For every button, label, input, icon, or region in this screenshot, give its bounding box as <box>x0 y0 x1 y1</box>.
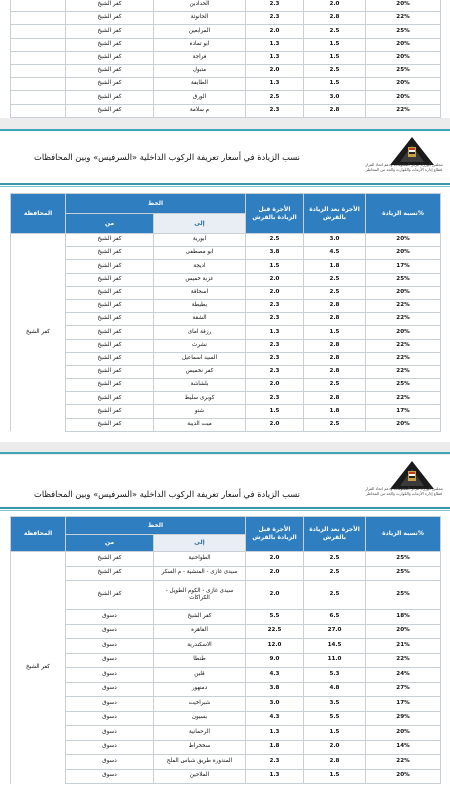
table-row <box>11 653 441 668</box>
header-gov: المحافظة <box>11 194 66 234</box>
fare-after-cell: 2.5 <box>304 418 366 431</box>
pct-cell: 20% <box>366 0 441 12</box>
fare-after-cell: 2.8 <box>304 352 366 365</box>
fare-before-cell: 2.0 <box>246 25 304 38</box>
header-to: إلى <box>154 214 246 234</box>
fare-before-cell: 1.3 <box>246 769 304 784</box>
pct-cell: 17% <box>366 405 441 418</box>
fare-before-cell: 2.3 <box>246 755 304 770</box>
pct-cell: 22% <box>366 104 441 117</box>
header-to: إلى <box>154 535 246 552</box>
origin-cell: كفر الشيخ <box>66 326 154 339</box>
pct-cell: 22% <box>366 339 441 352</box>
fare-before-cell: 3.8 <box>246 682 304 697</box>
fare-after-cell: 4.8 <box>304 682 366 697</box>
header-before: الأجرة قبل الزيادة بالقرش <box>246 517 304 552</box>
table-row <box>11 339 441 352</box>
fare-before-cell: 1.5 <box>246 405 304 418</box>
fare-after-cell: 2.5 <box>304 286 366 299</box>
destination-cell: الرحمانية <box>154 726 246 741</box>
fare-after-cell: 2.8 <box>304 104 366 117</box>
fare-after-cell: 2.0 <box>304 740 366 755</box>
header-line: الخط <box>66 517 246 535</box>
fare-table-top <box>10 0 441 118</box>
governorate-cell <box>11 91 66 104</box>
pct-cell: 21% <box>366 639 441 654</box>
fare-after-cell: 1.8 <box>304 260 366 273</box>
fare-before-cell: 1.3 <box>246 38 304 51</box>
destination-cell: كفر الشيخ <box>154 610 246 625</box>
fare-after-cell: 2.8 <box>304 299 366 312</box>
governorate-cell <box>11 25 66 38</box>
fare-after-cell: 1.5 <box>304 726 366 741</box>
origin-cell: كفر الشيخ <box>66 25 154 38</box>
section-header <box>0 131 450 186</box>
origin-cell: دسوق <box>66 639 154 654</box>
destination-cell: الحدادين <box>154 0 246 12</box>
destination-cell: شنو <box>154 405 246 418</box>
fare-before-cell: 4.3 <box>246 668 304 683</box>
origin-cell: كفر الشيخ <box>66 234 154 247</box>
fare-before-cell: 1.3 <box>246 51 304 64</box>
destination-cell: الطايفة <box>154 78 246 91</box>
destination-cell: رزقة اماى <box>154 326 246 339</box>
pct-cell: 22% <box>366 313 441 326</box>
table-row <box>11 91 441 104</box>
table-row <box>11 12 441 25</box>
fare-before-cell: 1.3 <box>246 326 304 339</box>
destination-cell: م سلامة <box>154 104 246 117</box>
origin-cell: كفر الشيخ <box>66 313 154 326</box>
fare-after-cell: 2.8 <box>304 12 366 25</box>
table-row <box>11 566 441 581</box>
table-row <box>11 769 441 784</box>
governorate-cell <box>11 51 66 64</box>
pct-cell: 25% <box>366 566 441 581</box>
destination-cell: دمنهور <box>154 682 246 697</box>
table-row <box>11 104 441 117</box>
destination-cell: القاهرة <box>154 624 246 639</box>
governorate-cell <box>11 78 66 91</box>
pct-cell: 20% <box>366 326 441 339</box>
pct-cell: 20% <box>366 726 441 741</box>
pct-cell: 25% <box>366 552 441 567</box>
table-row <box>11 755 441 770</box>
destination-cell: ابو مصطفى <box>154 247 246 260</box>
table-row <box>11 581 441 610</box>
destination-cell: ابورية <box>154 234 246 247</box>
fare-before-cell: 12.0 <box>246 639 304 654</box>
fare-after-cell: 11.0 <box>304 653 366 668</box>
fare-after-cell: 2.5 <box>304 552 366 567</box>
fare-after-cell: 1.5 <box>304 78 366 91</box>
fare-before-cell: 3.8 <box>246 247 304 260</box>
origin-cell: كفر الشيخ <box>66 365 154 378</box>
destination-cell: الحانوتة <box>154 12 246 25</box>
table-row <box>11 682 441 697</box>
pct-cell: 22% <box>366 352 441 365</box>
pct-cell: 20% <box>366 51 441 64</box>
table-row <box>11 418 441 431</box>
pct-cell: 25% <box>366 25 441 38</box>
header-pct: %نسبة الزيادة <box>366 194 441 234</box>
section-header <box>0 455 450 510</box>
decorative-stripe <box>0 452 450 454</box>
origin-cell: كفر الشيخ <box>66 566 154 581</box>
pct-cell: 22% <box>366 653 441 668</box>
fare-after-cell: 1.8 <box>304 405 366 418</box>
pct-cell: 20% <box>366 247 441 260</box>
fare-before-cell: 2.3 <box>246 313 304 326</box>
fare-before-cell: 2.3 <box>246 339 304 352</box>
origin-cell: كفر الشيخ <box>66 581 154 610</box>
origin-cell: كفر الشيخ <box>66 286 154 299</box>
pct-cell: 25% <box>366 581 441 610</box>
fare-after-cell: 4.5 <box>304 247 366 260</box>
pct-cell: 22% <box>366 755 441 770</box>
destination-cell: ميت الديبة <box>154 418 246 431</box>
fare-before-cell: 2.0 <box>246 581 304 610</box>
destination-cell: كفر نخميس <box>154 365 246 378</box>
table-row <box>11 352 441 365</box>
header-from: من <box>66 535 154 552</box>
destination-cell: كوبرى سليط <box>154 392 246 405</box>
destination-cell: متبول <box>154 64 246 77</box>
origin-cell: كفر الشيخ <box>66 418 154 431</box>
pct-cell: 20% <box>366 38 441 51</box>
governorate-cell <box>11 0 66 12</box>
fare-after-cell: 2.0 <box>304 0 366 12</box>
table-row <box>11 740 441 755</box>
fare-before-cell: 1.5 <box>246 260 304 273</box>
fare-before-cell: 2.5 <box>246 234 304 247</box>
fare-before-cell: 2.0 <box>246 286 304 299</box>
table-row <box>11 247 441 260</box>
origin-cell: دسوق <box>66 668 154 683</box>
governorate-cell: كفر الشيخ <box>11 234 66 432</box>
fare-after-cell: 2.8 <box>304 392 366 405</box>
header-pct: %نسبة الزيادة <box>366 517 441 552</box>
table-row <box>11 234 441 247</box>
table-row <box>11 25 441 38</box>
decorative-stripe <box>0 510 450 511</box>
origin-cell: كفر الشيخ <box>66 51 154 64</box>
pct-cell: 25% <box>366 273 441 286</box>
fare-before-cell: 2.0 <box>246 418 304 431</box>
destination-cell: شبراخيت <box>154 697 246 712</box>
pct-cell: 14% <box>366 740 441 755</box>
origin-cell: كفر الشيخ <box>66 78 154 91</box>
table-row <box>11 326 441 339</box>
destination-cell: فراجة <box>154 51 246 64</box>
fare-before-cell: 2.5 <box>246 91 304 104</box>
table-row <box>11 51 441 64</box>
table-row <box>11 552 441 567</box>
destination-cell: طنطا <box>154 653 246 668</box>
table-row <box>11 697 441 712</box>
decorative-stripe <box>0 186 450 187</box>
fare-after-cell: 27.0 <box>304 624 366 639</box>
origin-cell: كفر الشيخ <box>66 379 154 392</box>
fare-after-cell: 1.5 <box>304 38 366 51</box>
table-row <box>11 313 441 326</box>
fare-after-cell: 2.5 <box>304 25 366 38</box>
decorative-stripe <box>0 183 450 185</box>
origin-cell: كفر الشيخ <box>66 392 154 405</box>
pct-cell: 18% <box>366 610 441 625</box>
table-row <box>11 286 441 299</box>
logo-caption: مجلس الوزراء مركز المعلومات ودعم اتخاذ القرار قطاع إدارة الأزمات والكوارث والحد من المخاطر <box>365 162 443 172</box>
pct-cell: 20% <box>366 624 441 639</box>
pct-cell: 17% <box>366 697 441 712</box>
fare-after-cell: 2.8 <box>304 339 366 352</box>
destination-cell: الملاحين <box>154 769 246 784</box>
destination-cell: بلشاشة <box>154 379 246 392</box>
fare-after-cell: 14.5 <box>304 639 366 654</box>
destination-cell: الطواحنية <box>154 552 246 567</box>
destination-cell: عزبة خميس <box>154 273 246 286</box>
destination-cell: سيدى غازى - المنشية - م السكر <box>154 566 246 581</box>
table-row <box>11 0 441 12</box>
fare-after-cell: 2.5 <box>304 581 366 610</box>
destination-cell: الشقة <box>154 313 246 326</box>
fare-after-cell: 1.5 <box>304 769 366 784</box>
fare-before-cell: 4.3 <box>246 711 304 726</box>
fare-before-cell: 1.8 <box>246 740 304 755</box>
origin-cell: كفر الشيخ <box>66 0 154 12</box>
table-row <box>11 260 441 273</box>
pct-cell: 24% <box>366 668 441 683</box>
pct-cell: 20% <box>366 234 441 247</box>
destination-cell: بسيون <box>154 711 246 726</box>
table-row <box>11 392 441 405</box>
origin-cell: كفر الشيخ <box>66 104 154 117</box>
fare-before-cell: 2.3 <box>246 12 304 25</box>
destination-cell: اسحاقة <box>154 286 246 299</box>
table-row <box>11 273 441 286</box>
fare-after-cell: 5.3 <box>304 668 366 683</box>
pct-cell: 20% <box>366 286 441 299</box>
destination-cell: المندورة طريق شباس الملح <box>154 755 246 770</box>
fare-before-cell: 1.3 <box>246 78 304 91</box>
fare-before-cell: 2.0 <box>246 379 304 392</box>
destination-cell: المرابعين <box>154 25 246 38</box>
fare-before-cell: 9.0 <box>246 653 304 668</box>
header-before: الأجرة قبل الزيادة بالقرش <box>246 194 304 234</box>
fare-table-middle <box>10 193 441 432</box>
origin-cell: كفر الشيخ <box>66 339 154 352</box>
table-row <box>11 711 441 726</box>
fare-after-cell: 2.5 <box>304 379 366 392</box>
fare-before-cell: 1.3 <box>246 726 304 741</box>
destination-cell: نشرت <box>154 339 246 352</box>
fare-before-cell: 2.0 <box>246 552 304 567</box>
destination-cell: السيد اسماعيل <box>154 352 246 365</box>
pct-cell: 20% <box>366 418 441 431</box>
pct-cell: 20% <box>366 91 441 104</box>
logo-caption: مجلس الوزراء مركز المعلومات ودعم اتخاذ القرار قطاع إدارة الأزمات والكوارث والحد من المخاطر <box>365 486 443 496</box>
origin-cell: كفر الشيخ <box>66 247 154 260</box>
fare-after-cell: 2.5 <box>304 273 366 286</box>
origin-cell: دسوق <box>66 726 154 741</box>
table-row <box>11 624 441 639</box>
pct-cell: 29% <box>366 711 441 726</box>
pct-cell: 22% <box>366 299 441 312</box>
page-title: نسب الزيادة في أسعار تعريفة الركوب الداخلية «السرفيس» وبين المحافظات <box>34 489 300 499</box>
fare-before-cell: 22.5 <box>246 624 304 639</box>
decorative-stripe <box>0 507 450 509</box>
header-after: الأجرة بعد الزيادة بالقرش <box>304 517 366 552</box>
table-row <box>11 379 441 392</box>
pct-cell: 22% <box>366 365 441 378</box>
fare-after-cell: 2.8 <box>304 365 366 378</box>
table-row <box>11 78 441 91</box>
pct-cell: 22% <box>366 392 441 405</box>
origin-cell: دسوق <box>66 610 154 625</box>
egypt-eagle-logo <box>382 459 442 505</box>
fare-after-cell: 2.5 <box>304 64 366 77</box>
pct-cell: 22% <box>366 12 441 25</box>
origin-cell: دسوق <box>66 697 154 712</box>
destination-cell: ابو تمادة <box>154 38 246 51</box>
origin-cell: دسوق <box>66 740 154 755</box>
origin-cell: كفر الشيخ <box>66 273 154 286</box>
egypt-eagle-logo <box>382 135 442 181</box>
fare-after-cell: 3.0 <box>304 234 366 247</box>
header-gov: المحافظة <box>11 517 66 552</box>
table-row <box>11 299 441 312</box>
pct-cell: 20% <box>366 78 441 91</box>
destination-cell: الاسكندرية <box>154 639 246 654</box>
destination-cell: اديجة <box>154 260 246 273</box>
fare-after-cell: 1.5 <box>304 51 366 64</box>
destination-cell: سخخراط <box>154 740 246 755</box>
origin-cell: كفر الشيخ <box>66 12 154 25</box>
governorate-cell <box>11 38 66 51</box>
governorate-cell <box>11 12 66 25</box>
origin-cell: دسوق <box>66 682 154 697</box>
table-row <box>11 726 441 741</box>
pct-cell: 25% <box>366 64 441 77</box>
fare-after-cell: 5.5 <box>304 711 366 726</box>
origin-cell: دسوق <box>66 769 154 784</box>
fare-after-cell: 2.8 <box>304 313 366 326</box>
table-row <box>11 668 441 683</box>
fare-before-cell: 2.3 <box>246 104 304 117</box>
pct-cell: 27% <box>366 682 441 697</box>
fare-table-bottom <box>10 516 441 784</box>
fare-after-cell: 6.5 <box>304 610 366 625</box>
origin-cell: كفر الشيخ <box>66 552 154 567</box>
fare-after-cell: 3.5 <box>304 697 366 712</box>
destination-cell: بطيطة <box>154 299 246 312</box>
fare-before-cell: 2.3 <box>246 365 304 378</box>
origin-cell: كفر الشيخ <box>66 91 154 104</box>
fare-before-cell: 2.0 <box>246 566 304 581</box>
header-after: الأجرة بعد الزيادة بالقرش <box>304 194 366 234</box>
fare-after-cell: 1.5 <box>304 326 366 339</box>
pct-cell: 20% <box>366 769 441 784</box>
origin-cell: دسوق <box>66 711 154 726</box>
table-row <box>11 405 441 418</box>
fare-before-cell: 2.0 <box>246 273 304 286</box>
pct-cell: 17% <box>366 260 441 273</box>
fare-after-cell: 3.0 <box>304 91 366 104</box>
table-row <box>11 38 441 51</box>
origin-cell: دسوق <box>66 624 154 639</box>
fare-before-cell: 5.5 <box>246 610 304 625</box>
table-row <box>11 639 441 654</box>
fare-before-cell: 2.3 <box>246 352 304 365</box>
table-row <box>11 64 441 77</box>
fare-before-cell: 2.3 <box>246 0 304 12</box>
fare-after-cell: 2.5 <box>304 566 366 581</box>
fare-before-cell: 3.0 <box>246 697 304 712</box>
destination-cell: سيدى غازى - الكوم الطويل - الكراكات <box>154 581 246 610</box>
governorate-cell <box>11 104 66 117</box>
destination-cell: الورق <box>154 91 246 104</box>
origin-cell: كفر الشيخ <box>66 405 154 418</box>
origin-cell: دسوق <box>66 755 154 770</box>
table-row <box>11 365 441 378</box>
page-title: نسب الزيادة في أسعار تعريفة الركوب الداخلية «السرفيس» وبين المحافظات <box>34 152 300 162</box>
origin-cell: كفر الشيخ <box>66 38 154 51</box>
destination-cell: قلين <box>154 668 246 683</box>
pct-cell: 25% <box>366 379 441 392</box>
header-line: الخط <box>66 194 246 214</box>
origin-cell: دسوق <box>66 653 154 668</box>
origin-cell: كفر الشيخ <box>66 64 154 77</box>
table-row <box>11 610 441 625</box>
fare-before-cell: 2.3 <box>246 392 304 405</box>
origin-cell: كفر الشيخ <box>66 299 154 312</box>
governorate-cell: كفر الشيخ <box>11 552 66 784</box>
fare-before-cell: 2.0 <box>246 64 304 77</box>
origin-cell: كفر الشيخ <box>66 260 154 273</box>
fare-before-cell: 2.3 <box>246 299 304 312</box>
header-from: من <box>66 214 154 234</box>
fare-after-cell: 2.8 <box>304 755 366 770</box>
governorate-cell <box>11 64 66 77</box>
origin-cell: كفر الشيخ <box>66 352 154 365</box>
